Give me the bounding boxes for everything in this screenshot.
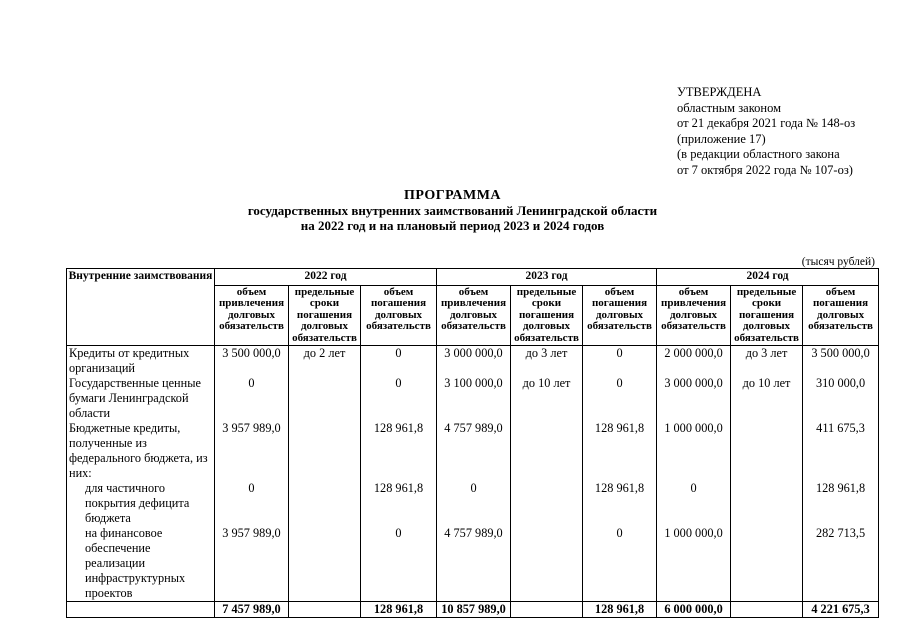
row-cell bbox=[511, 526, 583, 602]
document-title bbox=[0, 188, 905, 233]
header-year-2023: 2023 год bbox=[437, 269, 657, 286]
row-cell bbox=[289, 376, 361, 421]
row-name: для частичного покрытия дефицита бюджета bbox=[67, 481, 215, 526]
row-cell: 411 675,3 bbox=[803, 421, 879, 481]
row-cell: 128 961,8 bbox=[583, 421, 657, 481]
row-cell: 3 100 000,0 bbox=[437, 376, 511, 421]
row-cell: 128 961,8 bbox=[803, 481, 879, 526]
row-cell: до 10 лет bbox=[731, 376, 803, 421]
total-cell: 10 857 989,0 bbox=[437, 602, 511, 618]
header-year-2022: 2022 год bbox=[215, 269, 437, 286]
row-name: Бюджетные кредиты, полученные из федерального бюджета, из них: bbox=[67, 421, 215, 481]
total-cell: 6 000 000,0 bbox=[657, 602, 731, 618]
row-cell: 3 957 989,0 bbox=[215, 421, 289, 481]
total-cell: 4 221 675,3 bbox=[803, 602, 879, 618]
row-cell: 3 000 000,0 bbox=[437, 346, 511, 377]
row-cell: 4 757 989,0 bbox=[437, 421, 511, 481]
row-name: на финансовое обеспечение реализации инфраструктурных проектов bbox=[67, 526, 215, 602]
approval-line: (в редакции областного закона bbox=[677, 147, 840, 162]
row-cell: 0 bbox=[583, 376, 657, 421]
total-cell: 128 961,8 bbox=[361, 602, 437, 618]
row-cell: 282 713,5 bbox=[803, 526, 879, 602]
row-cell: 0 bbox=[361, 526, 437, 602]
row-cell: 0 bbox=[215, 481, 289, 526]
row-cell: 2 000 000,0 bbox=[657, 346, 731, 377]
row-name: Кредиты от кредитных организаций bbox=[67, 346, 215, 377]
table-row bbox=[67, 376, 879, 421]
row-cell: 0 bbox=[361, 376, 437, 421]
row-cell: 3 500 000,0 bbox=[215, 346, 289, 377]
table-body bbox=[67, 346, 879, 618]
table-row bbox=[67, 526, 879, 602]
total-row bbox=[67, 602, 879, 618]
row-cell: 0 bbox=[583, 526, 657, 602]
row-cell: 4 757 989,0 bbox=[437, 526, 511, 602]
header-repayment-volume: объем погашения долговых обязательств bbox=[803, 285, 879, 346]
header-borrowings: Внутренние заимствования bbox=[67, 269, 215, 346]
title-line-3: на 2022 год и на плановый период 2023 и 2024 годов bbox=[300, 218, 605, 233]
header-year-2024: 2024 год bbox=[657, 269, 879, 286]
header-repayment-term: предельные сроки погашения долговых обязательств bbox=[511, 285, 583, 346]
row-cell: 3 957 989,0 bbox=[215, 526, 289, 602]
approval-line: от 21 декабря 2021 года № 148-оз bbox=[677, 116, 856, 131]
approval-line: от 7 октября 2022 года № 107-оз) bbox=[677, 162, 853, 177]
row-name: Государственные ценные бумаги Ленинградской области bbox=[67, 376, 215, 421]
row-cell bbox=[289, 481, 361, 526]
table-row bbox=[67, 481, 879, 526]
total-cell bbox=[511, 602, 583, 618]
header-repayment-term: предельные сроки погашения долговых обязательств bbox=[731, 285, 803, 346]
approval-line: УТВЕРЖДЕНА bbox=[677, 85, 762, 99]
row-cell bbox=[289, 526, 361, 602]
row-cell: 128 961,8 bbox=[583, 481, 657, 526]
row-cell: 128 961,8 bbox=[361, 421, 437, 481]
borrowing-table bbox=[66, 268, 879, 618]
approval-block bbox=[677, 85, 855, 179]
row-cell: 310 000,0 bbox=[803, 376, 879, 421]
approval-line: областным законом bbox=[677, 100, 782, 115]
approval-line: (приложение 17) bbox=[677, 131, 766, 146]
row-cell: 1 000 000,0 bbox=[657, 421, 731, 481]
header-attraction-volume: объем привлечения долговых обязательств bbox=[437, 285, 511, 346]
row-cell: 0 bbox=[437, 481, 511, 526]
row-cell bbox=[511, 421, 583, 481]
header-attraction-volume: объем привлечения долговых обязательств bbox=[215, 285, 289, 346]
table-row bbox=[67, 421, 879, 481]
total-cell: 7 457 989,0 bbox=[215, 602, 289, 618]
row-cell: до 2 лет bbox=[289, 346, 361, 377]
row-cell: 0 bbox=[215, 376, 289, 421]
title-main: ПРОГРАММА bbox=[403, 188, 502, 203]
row-cell: до 10 лет bbox=[511, 376, 583, 421]
row-cell: до 3 лет bbox=[731, 346, 803, 377]
total-cell bbox=[289, 602, 361, 618]
row-cell: 0 bbox=[657, 481, 731, 526]
row-cell: 1 000 000,0 bbox=[657, 526, 731, 602]
row-cell bbox=[731, 421, 803, 481]
row-cell bbox=[731, 481, 803, 526]
unit-note: (тысяч рублей) bbox=[801, 256, 875, 268]
total-label bbox=[67, 602, 215, 618]
table-row bbox=[67, 346, 879, 377]
row-cell: 3 000 000,0 bbox=[657, 376, 731, 421]
row-cell bbox=[731, 526, 803, 602]
total-cell: 128 961,8 bbox=[583, 602, 657, 618]
row-cell: 3 500 000,0 bbox=[803, 346, 879, 377]
header-attraction-volume: объем привлечения долговых обязательств bbox=[657, 285, 731, 346]
header-repayment-volume: объем погашения долговых обязательств bbox=[361, 285, 437, 346]
row-cell: до 3 лет bbox=[511, 346, 583, 377]
row-cell bbox=[289, 421, 361, 481]
total-cell bbox=[731, 602, 803, 618]
row-cell: 0 bbox=[583, 346, 657, 377]
row-cell: 0 bbox=[361, 346, 437, 377]
header-repayment-volume: объем погашения долговых обязательств bbox=[583, 285, 657, 346]
header-repayment-term: предельные сроки погашения долговых обязательств bbox=[289, 285, 361, 346]
row-cell bbox=[511, 481, 583, 526]
row-cell: 128 961,8 bbox=[361, 481, 437, 526]
title-line-2: государственных внутренних заимствований Ленинградской области bbox=[247, 203, 658, 218]
